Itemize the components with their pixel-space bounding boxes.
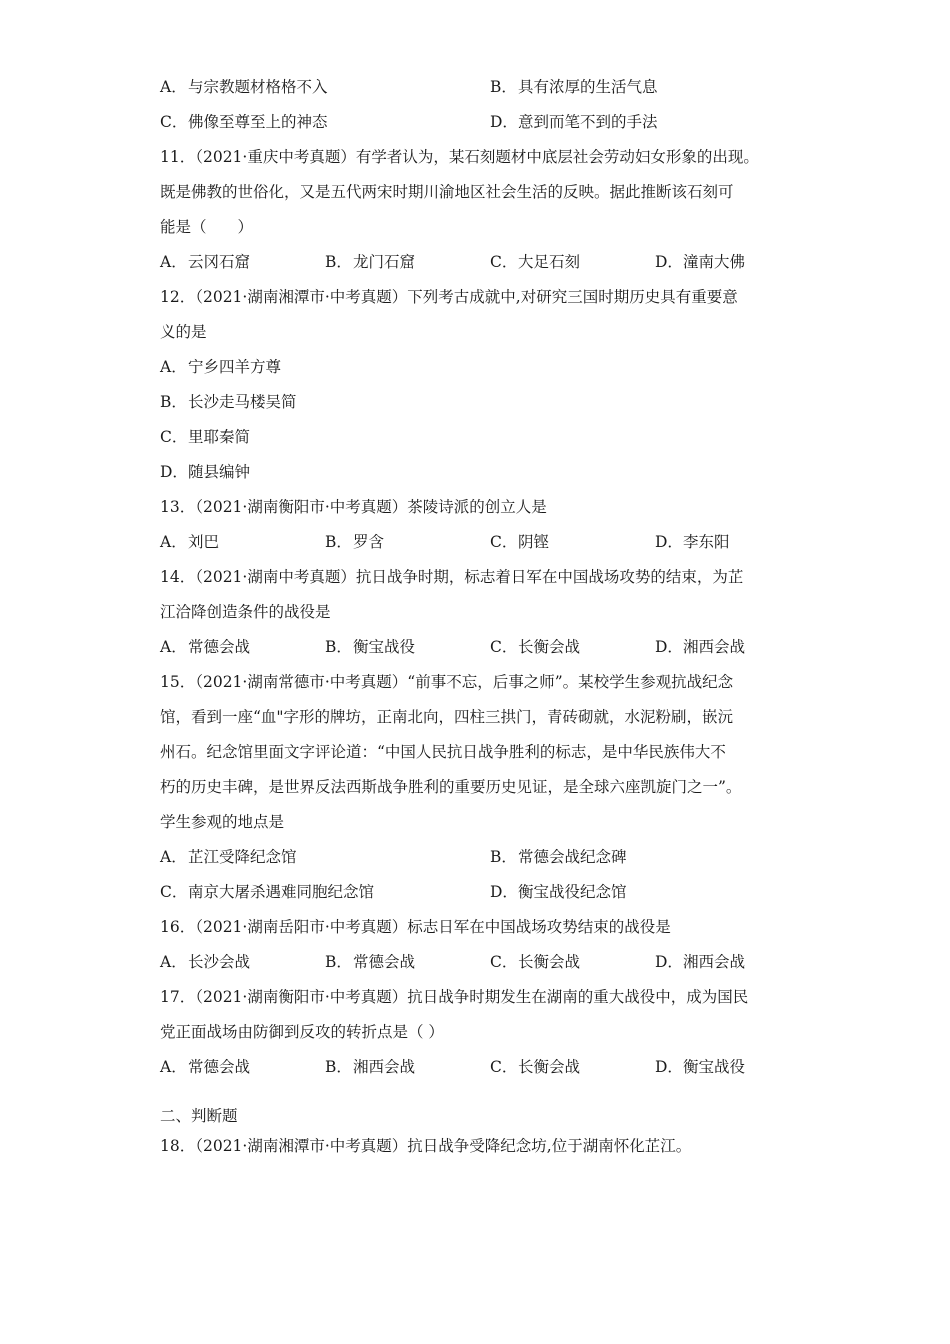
q17-stem-line1: 17．（2021·湖南衡阳市·中考真题）抗日战争时期发生在湖南的重大战役中，成为国民 [160, 988, 749, 1006]
q17-option-d[interactable]: D．衡宝战役 [655, 1058, 746, 1076]
q12-option-a[interactable]: A．宁乡四羊方尊 [160, 358, 282, 376]
q10-option-c[interactable]: C．佛像至尊至上的神态 [160, 113, 328, 131]
section-spacer [160, 1085, 800, 1101]
q12-option-b[interactable]: B．长沙走马楼吴简 [160, 393, 297, 411]
q16-option-b[interactable]: B．常德会战 [325, 953, 416, 971]
q11-option-a[interactable]: A．云冈石窟 [160, 253, 251, 271]
q11-option-c[interactable]: C．大足石刻 [490, 253, 581, 271]
q11-stem-line1: 11．（2021·重庆中考真题）有学者认为，某石刻题材中底层社会劳动妇女形象的出现。 [160, 148, 759, 166]
q18-stem: 18．（2021·湖南湘潭市·中考真题）抗日战争受降纪念坊,位于湖南怀化芷江。 [160, 1137, 692, 1155]
q13-stem-line1: 13．（2021·湖南衡阳市·中考真题）茶陵诗派的创立人是 [160, 498, 547, 516]
q16-option-c[interactable]: C．长衡会战 [490, 953, 581, 971]
q15-option-d[interactable]: D．衡宝战役纪念馆 [490, 883, 627, 901]
q15-options-row2 [160, 875, 800, 910]
q17-option-c[interactable]: C．长衡会战 [490, 1058, 581, 1076]
q15-option-b[interactable]: B．常德会战纪念碑 [490, 848, 627, 866]
q16-option-a[interactable]: A．长沙会战 [160, 953, 251, 971]
q17-stem-line2: 党正面战场由防御到反攻的转折点是（ ） [160, 1023, 444, 1041]
q17-option-b[interactable]: B．湘西会战 [325, 1058, 416, 1076]
q10-option-b[interactable]: B．具有浓厚的生活气息 [490, 78, 658, 96]
q12-stem-line1: 12．（2021·湖南湘潭市·中考真题）下列考古成就中,对研究三国时期历史具有重要意 [160, 288, 738, 306]
q13-option-a[interactable]: A．刘巴 [160, 533, 220, 551]
q11-option-b[interactable]: B．龙门石窟 [325, 253, 416, 271]
q13-options [160, 525, 800, 560]
q14-option-a[interactable]: A．常德会战 [160, 638, 251, 656]
q17-option-a[interactable]: A．常德会战 [160, 1058, 251, 1076]
q11-stem-line2: 既是佛教的世俗化，又是五代两宋时期川渝地区社会生活的反映。据此推断该石刻可 [160, 183, 734, 201]
exam-page [160, 70, 800, 1161]
q15-options-row1 [160, 840, 800, 875]
q10-option-a[interactable]: A．与宗教题材格格不入 [160, 78, 328, 96]
q11-option-d[interactable]: D．潼南大佛 [655, 253, 746, 271]
q12-option-c[interactable]: C．里耶秦简 [160, 428, 251, 446]
q14-option-c[interactable]: C．长衡会战 [490, 638, 581, 656]
q14-options [160, 630, 800, 665]
q15-option-a[interactable]: A．芷江受降纪念馆 [160, 848, 297, 866]
q15-option-c[interactable]: C．南京大屠杀遇难同胞纪念馆 [160, 883, 375, 901]
q15-stem-line2: 馆，看到一座“血"字形的牌坊，正南北向，四柱三拱门，青砖砌就，水泥粉刷，嵌沅 [160, 708, 734, 726]
q11-stem-line3: 能是（ ） [160, 218, 254, 236]
q17-options [160, 1050, 800, 1085]
q15-stem-line5: 学生参观的地点是 [160, 813, 285, 831]
q12-option-d[interactable]: D．随县编钟 [160, 463, 251, 481]
q10-option-d[interactable]: D．意到而笔不到的手法 [490, 113, 658, 131]
q15-stem-line3: 州石。纪念馆里面文字评论道：“中国人民抗日战争胜利的标志，是中华民族伟大不 [160, 743, 726, 761]
q13-option-b[interactable]: B．罗含 [325, 533, 385, 551]
q12-stem-line2: 义的是 [160, 323, 207, 341]
q15-stem-line4: 朽的历史丰碑，是世界反法西斯战争胜利的重要历史见证，是全球六座凯旋门之一”。 [160, 778, 742, 796]
q10-options-row1 [160, 70, 800, 105]
section-title-judgement: 二、判断题 [160, 1107, 238, 1125]
q15-stem-line1: 15．（2021·湖南常德市·中考真题）“前事不忘，后事之师”。某校学生参观抗战纪念 [160, 673, 734, 691]
q13-option-d[interactable]: D．李东阳 [655, 533, 730, 551]
q16-options [160, 945, 800, 980]
q14-option-d[interactable]: D．湘西会战 [655, 638, 746, 656]
q14-stem-line1: 14．（2021·湖南中考真题）抗日战争时期，标志着日军在中国战场攻势的结束，为芷 [160, 568, 744, 586]
q11-options [160, 245, 800, 280]
q13-option-c[interactable]: C．阴铿 [490, 533, 550, 551]
q16-option-d[interactable]: D．湘西会战 [655, 953, 746, 971]
q10-options-row2 [160, 105, 800, 140]
q14-option-b[interactable]: B．衡宝战役 [325, 638, 416, 656]
q16-stem-line1: 16．（2021·湖南岳阳市·中考真题）标志日军在中国战场攻势结束的战役是 [160, 918, 671, 936]
q14-stem-line2: 江洽降创造条件的战役是 [160, 603, 331, 621]
